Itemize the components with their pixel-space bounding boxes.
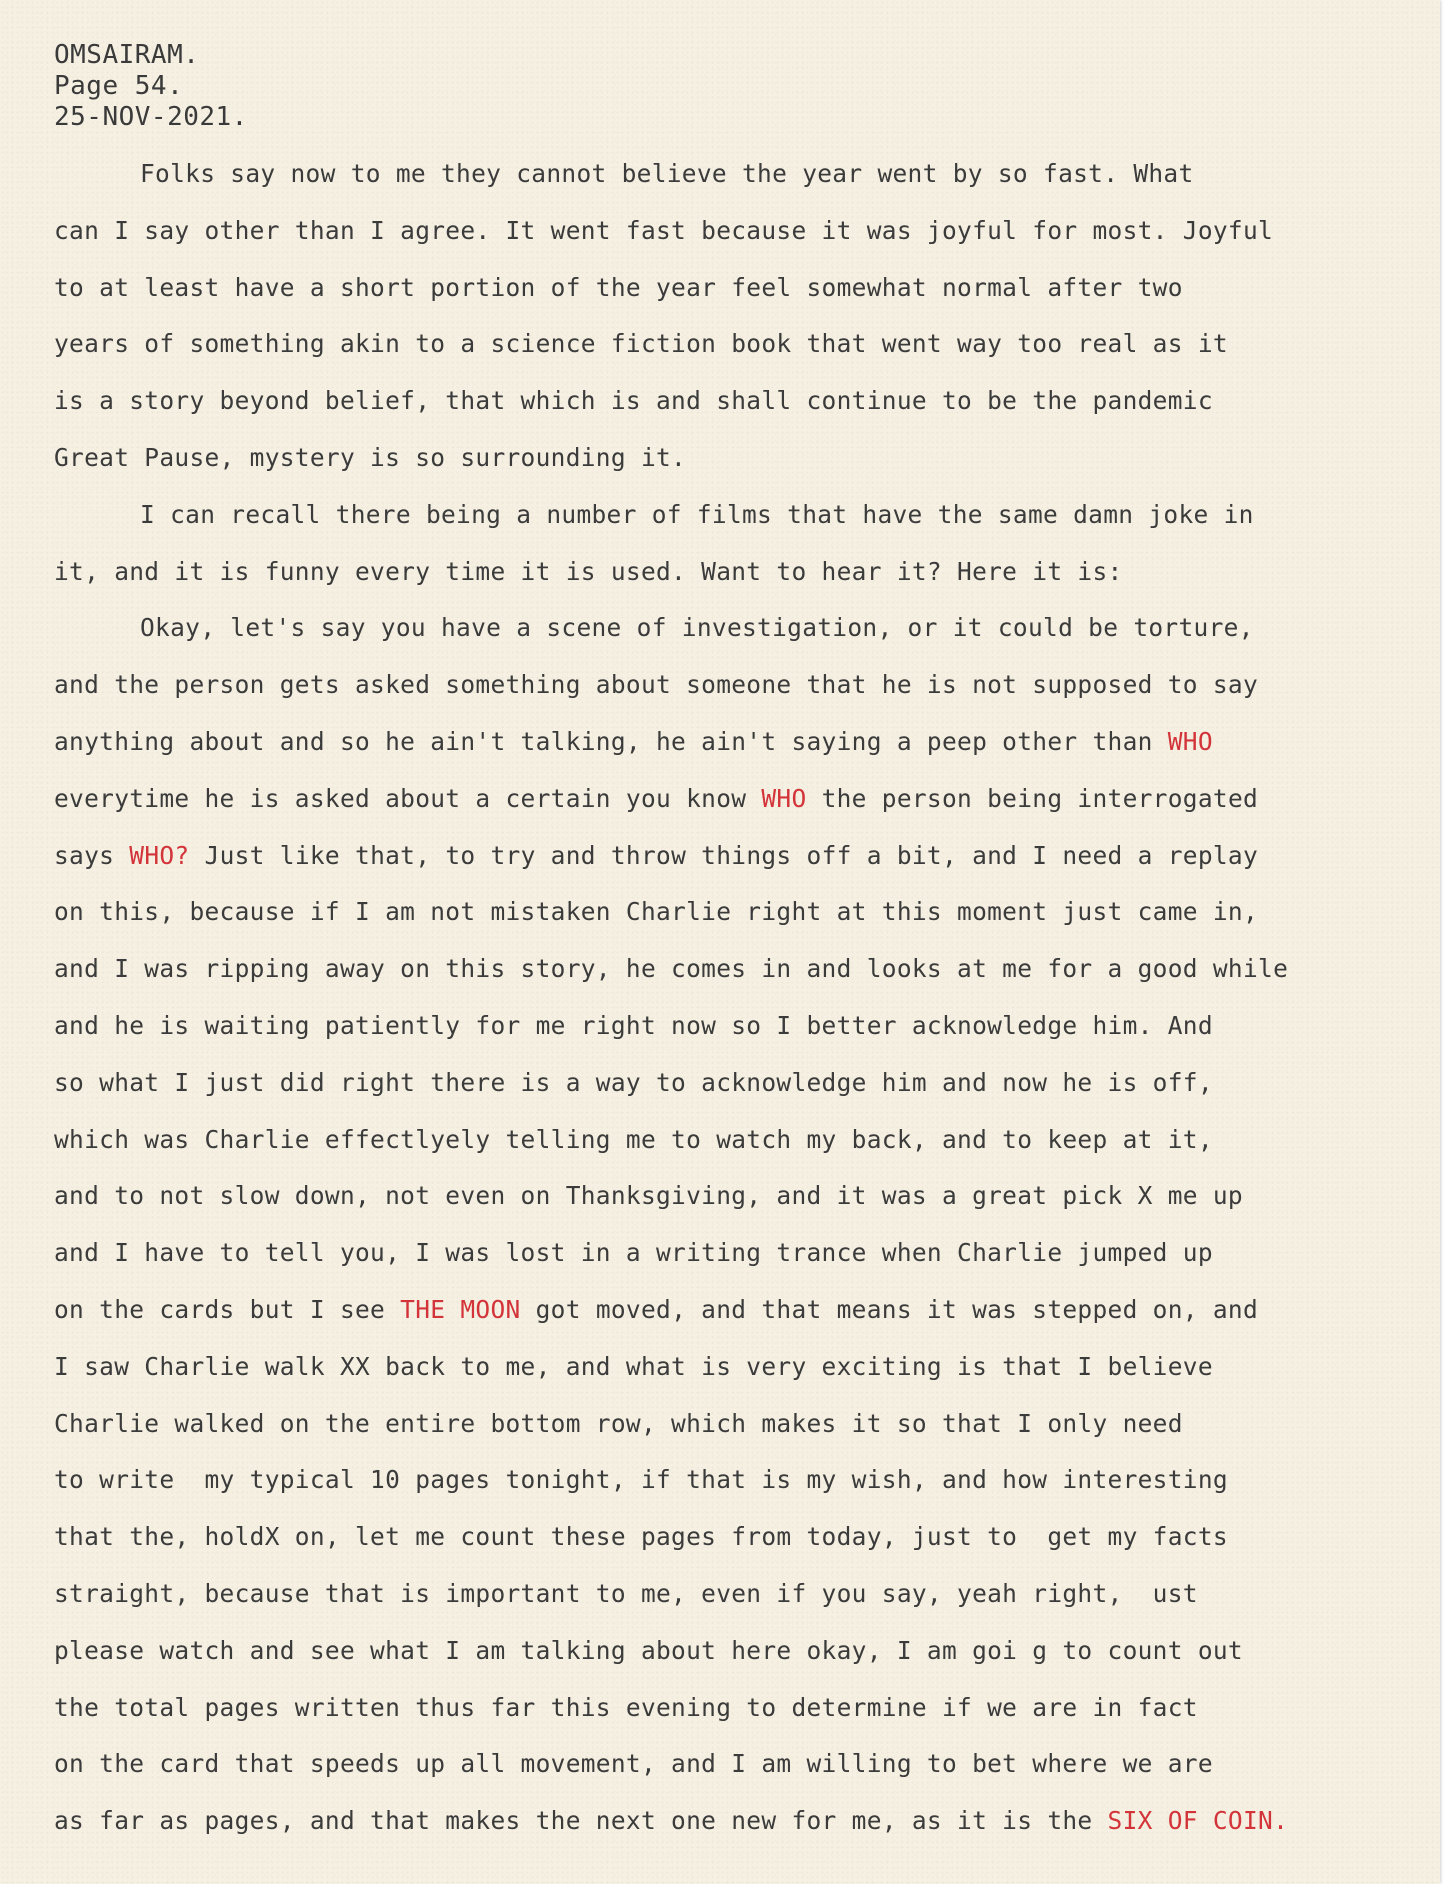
text-line: to write my typical 10 pages tonight, if that is my wish, and how interesting [54, 1465, 1228, 1495]
text-line: on this, because if I am not mistaken Charlie right at this moment just came in, [54, 897, 1259, 927]
text-line: Okay, let's say you have a scene of investigation, or it could be torture, [140, 613, 1254, 643]
page-header [54, 40, 248, 133]
text-segment: got moved, and that means it was stepped on, and [520, 1294, 1259, 1324]
text-line: which was Charlie effectlyely telling me to watch my back, and to keep at it, [54, 1124, 1213, 1154]
text-line [54, 1793, 1454, 1850]
text-segment: anything about and so he ain't talking, he ain't saying a peep other than [54, 726, 1168, 756]
text-segment: on the cards but I see [54, 1294, 401, 1324]
text-segment: as far as pages, and that makes the next one new for me, as it is the [54, 1806, 1108, 1836]
text-line: so what I just did right there is a way to acknowledge him and now he is off, [54, 1067, 1213, 1097]
text-line: Charlie walked on the entire bottom row, which makes it so that I only need [54, 1408, 1183, 1438]
text-line: it, and it is funny every time it is used. Want to hear it? Here it is: [54, 556, 1123, 586]
red-highlight-the-moon: THE MOON [400, 1294, 521, 1324]
header-title: OMSAIRAM. [54, 40, 200, 70]
text-line: to at least have a short portion of the year feel somewhat normal after two [54, 272, 1183, 302]
text-segment: the person being interrogated [806, 783, 1259, 813]
text-line: please watch and see what I am talking about here okay, I am goi g to count out [54, 1635, 1243, 1665]
text-line: and I have to tell you, I was lost in a writing trance when Charlie jumped up [54, 1238, 1213, 1268]
text-line: and I was ripping away on this story, he comes in and looks at me for a good while [54, 954, 1289, 984]
text-line: and he is waiting patiently for me right now so I better acknowledge him. And [54, 1010, 1213, 1040]
text-line: on the card that speeds up all movement, and I am willing to bet where we are [54, 1749, 1213, 1779]
text-line: I can recall there being a number of films that have the same damn joke in [140, 499, 1254, 529]
text-line [54, 1282, 1454, 1339]
red-highlight-six-of-coin: SIX OF COIN. [1107, 1806, 1289, 1836]
text-line [54, 771, 1454, 828]
text-line: Folks say now to me they cannot believe the year went by so fast. What [140, 159, 1194, 188]
text-segment: says [54, 840, 130, 870]
header-date: 25-NOV-2021. [54, 102, 248, 132]
text-line: I saw Charlie walk XX back to me, and what is very exciting is that I believe [54, 1351, 1213, 1381]
red-highlight-who: WHO? [129, 840, 190, 870]
text-line: the total pages written thus far this evening to determine if we are in fact [54, 1692, 1198, 1722]
text-line: years of something akin to a science fiction book that went way too real as it [54, 329, 1228, 359]
text-line: and to not slow down, not even on Thanksgiving, and it was a great pick X me up [54, 1181, 1243, 1211]
text-line [54, 828, 1454, 885]
text-segment: everytime he is asked about a certain you know [54, 783, 762, 813]
text-line: straight, because that is important to me, even if you say, yeah right, ust [54, 1578, 1198, 1608]
text-line: is a story beyond belief, that which is and shall continue to be the pandemic [54, 386, 1213, 416]
red-highlight-who: WHO [1167, 726, 1213, 756]
text-segment: Just like that, to try and throw things off a bit, and I need a replay [189, 840, 1259, 870]
text-line: and the person gets asked something about someone that he is not supposed to say [54, 670, 1259, 700]
text-line: can I say other than I agree. It went fast because it was joyful for most. Joyful [54, 215, 1274, 245]
text-line [54, 714, 1454, 771]
text-line: that the, holdX on, let me count these pages from today, just to get my facts [54, 1522, 1228, 1552]
text-line: Great Pause, mystery is so surrounding it. [54, 442, 687, 472]
red-highlight-who: WHO [761, 783, 807, 813]
page-body [54, 146, 1454, 1850]
header-page-number: Page 54. [54, 71, 184, 101]
